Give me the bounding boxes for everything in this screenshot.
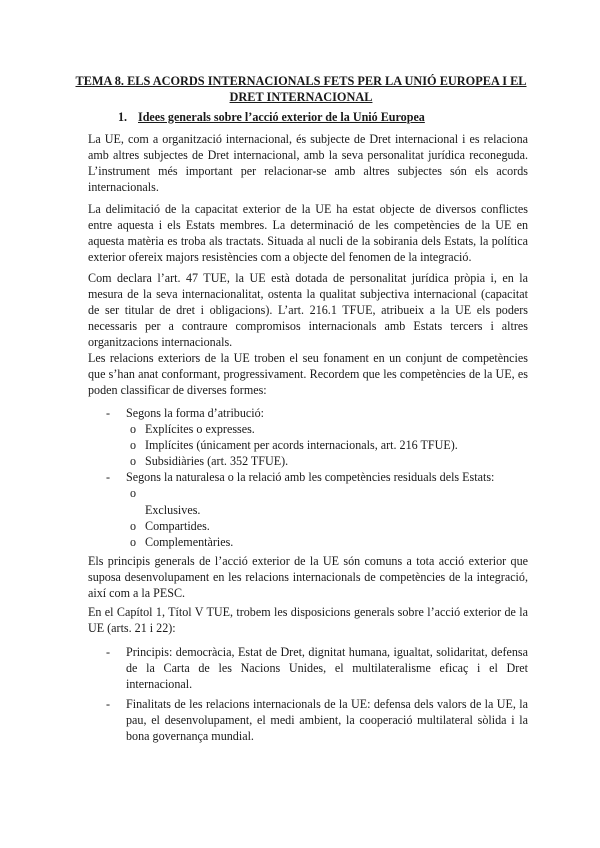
list-subitem [88,437,528,453]
circle-bullet-icon: o [130,518,137,533]
list-item [88,405,528,421]
paragraph-4: Les relacions exteriors de la UE troben el seu fonament en un conjunt de competències que s’han anat conformant, progressivament. Recordem que les competències de la UE, es poden classificar de diverses formes: [88,351,528,398]
section-heading [118,109,425,125]
section-title: Idees generals sobre l’acció exterior de la Unió Europea [138,110,425,124]
list-item [88,644,528,692]
paragraph-2: La delimitació de la capacitat exterior de la UE ha estat objecte de diversos conflictes entre aquesta i els Estats membres. La determinació de les competències de la UE en aquesta matèria es troba als tractats. Situada al nucli de la sobirania dels Estats, la política exterior ofereix majors resistències com a objecte del fenomen de la integració. [88,202,528,265]
list-subitem [88,453,528,469]
dash-bullet-icon: - [106,470,111,485]
circle-bullet-icon: o [130,486,137,501]
title-line-1: TEMA 8. ELS ACORDS INTERNACIONALS FETS PER LA UNIÓ EUROPEA I EL [75,74,527,88]
list-subitem [88,518,528,534]
list-item-label: Segons la naturalesa o la relació amb les competències residuals dels Estats: [126,470,495,485]
list-subitem-label: Complementàries. [145,534,234,549]
paragraph-6: En el Capítol 1, Títol V TUE, trobem les disposicions generals sobre l’acció exterior de la UE (arts. 21 i 22): [88,605,528,636]
paragraph-3: Com declara l’art. 47 TUE, la UE està dotada de personalitat jurídica pròpia i, en la mesura de la seva internacionalitat, ostenta la qualitat subjectiva internacional (capacitat de ser titular de dret i obligacions). L’art. 216.1 TFUE, atribueix a la UE els poders necessaris per a contraure compromisos internacionals amb Estats tercers i altres organitzacions internacionals. [88,271,528,350]
dash-bullet-icon: - [106,406,111,420]
paragraph-5: Els principis generals de l’acció exterior de la UE són comuns a tota acció exterior que suposa desenvolupament en les relacions internacionals de competències de la integració, així com a la PESC. [88,554,528,601]
general-provisions-list [88,644,528,745]
list-item-label: Segons la forma d’atribució: [126,406,265,420]
list-subitem-label: Compartides. [145,518,210,533]
list-subitem-label: Explícites o expresses. [145,422,255,437]
list-subitem-label: Subsidiàries (art. 352 TFUE). [145,454,289,469]
dash-bullet-icon: - [106,697,111,712]
dash-bullet-icon: - [106,645,111,659]
list-orphan-text: Exclusives. [145,502,201,517]
competence-classification-list [88,405,528,550]
list-subitem [88,421,528,437]
list-item [88,696,528,744]
list-subitem-empty [88,485,528,501]
page-title [70,73,532,105]
title-line-2: DRET INTERNACIONAL [229,90,373,104]
list-item-label: Finalitats de les relacions internacionals de la UE: defensa dels valors de la UE, la pau, el desenvolupament, el medi ambient, la cooperació multilateral sòlida i la bona governança mundial. [126,697,528,744]
circle-bullet-icon: o [130,534,137,549]
paragraph-1: La UE, com a organització internacional, és subjecte de Dret internacional i es relaciona amb altres subjectes de Dret internacional, amb la seva personalitat jurídica reconeguda. L’instrument més important per relacionar-se amb altres subjectes són els acords internacionals. [88,132,528,195]
section-number: 1. [118,110,128,124]
list-subitem-label: Implícites (únicament per acords internacionals, art. 216 TFUE). [145,438,458,453]
circle-bullet-icon: o [130,438,137,453]
list-item [88,469,528,485]
circle-bullet-icon: o [130,454,137,469]
list-item-label: Principis: democràcia, Estat de Dret, dignitat humana, igualtat, solidaritat, defensa de la Carta de les Nacions Unides, el multilateralisme eficaç i el Dret internacional. [126,645,528,692]
list-subitem [88,534,528,550]
circle-bullet-icon: o [130,422,137,437]
